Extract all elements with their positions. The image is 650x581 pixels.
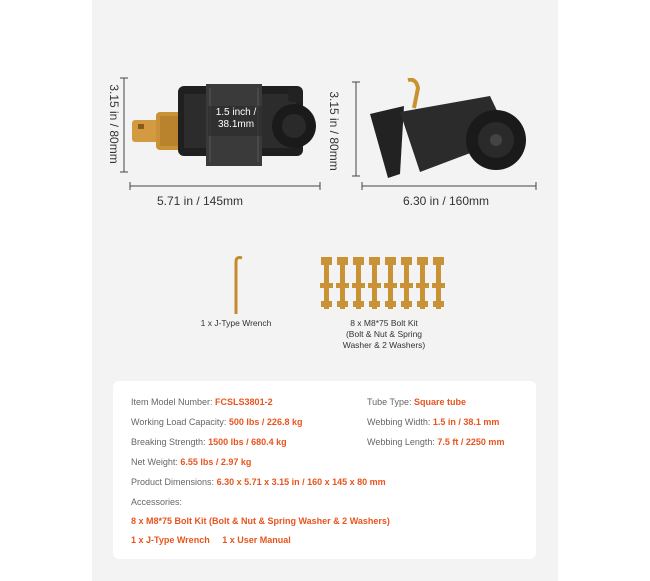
spec-accessories-label: Accessories: — [131, 497, 183, 507]
right-width-label: 6.30 in / 160mm — [402, 194, 490, 208]
spec-accessories-bolts — [131, 516, 390, 526]
spec-product-dimensions — [131, 477, 386, 487]
bolt-caption — [314, 318, 454, 351]
bolt-kit-image — [318, 253, 450, 315]
spec-working-load — [131, 417, 302, 427]
spec-net-weight-value: 6.55 lbs / 2.97 kg — [180, 457, 252, 467]
spec-net-weight — [131, 457, 251, 467]
spec-webbing-width-value: 1.5 in / 38.1 mm — [432, 417, 500, 427]
spec-accessories-wrench-value: 1 x J-Type Wrench — [131, 535, 210, 545]
wrench-caption: 1 x J-Type Wrench — [200, 318, 272, 328]
ratchet-side-image — [360, 78, 540, 184]
spec-tube-type-label: Tube Type: — [367, 397, 412, 407]
spec-working-load-value: 500 lbs / 226.8 kg — [228, 417, 303, 427]
spec-accessories-bolts-value: 8 x M8*75 Bolt Kit (Bolt & Nut & Spring Washer & 2 Washers) — [131, 516, 390, 526]
bolt-caption-line1: 8 x M8*75 Bolt Kit — [350, 318, 418, 328]
spec-product-dimensions-value: 6.30 x 5.71 x 3.15 in / 160 x 145 x 80 mm — [216, 477, 386, 487]
spec-accessories-tools — [131, 535, 291, 545]
bolt-caption-line3: Washer & 2 Washers) — [342, 340, 426, 350]
webbing-callout — [206, 107, 266, 131]
bolt-caption-line2: (Bolt & Nut & Spring — [345, 329, 423, 339]
spec-product-dimensions-label: Product Dimensions: — [131, 477, 215, 487]
spec-tube-type — [367, 397, 466, 407]
spec-breaking-strength-label: Breaking Strength: — [131, 437, 206, 447]
spec-item-model-value: FCSLS3801-2 — [215, 397, 273, 407]
spec-webbing-width-label: Webbing Width: — [367, 417, 431, 427]
left-width-label: 5.71 in / 145mm — [156, 194, 244, 208]
spec-webbing-length-value: 7.5 ft / 2250 mm — [437, 437, 505, 447]
spec-webbing-width — [367, 417, 499, 427]
spec-accessories-manual-value: 1 x User Manual — [222, 535, 291, 545]
webbing-callout-line1: 1.5 inch / — [215, 107, 257, 118]
left-height-label: 3.15 in / 80mm — [107, 84, 121, 164]
spec-accessories — [131, 497, 182, 507]
spec-item-model-label: Item Model Number: — [131, 397, 213, 407]
spec-working-load-label: Working Load Capacity: — [131, 417, 227, 427]
spec-breaking-strength-value: 1500 lbs / 680.4 kg — [208, 437, 287, 447]
spec-tube-type-value: Square tube — [414, 397, 467, 407]
spec-net-weight-label: Net Weight: — [131, 457, 178, 467]
right-height-label: 3.15 in / 80mm — [327, 91, 341, 171]
spec-breaking-strength — [131, 437, 287, 447]
j-wrench-image — [224, 254, 248, 316]
webbing-callout-line2: 38.1mm — [217, 119, 255, 130]
spec-webbing-length-label: Webbing Length: — [367, 437, 435, 447]
specifications-card — [113, 381, 536, 559]
spec-webbing-length — [367, 437, 504, 447]
spec-item-model — [131, 397, 273, 407]
